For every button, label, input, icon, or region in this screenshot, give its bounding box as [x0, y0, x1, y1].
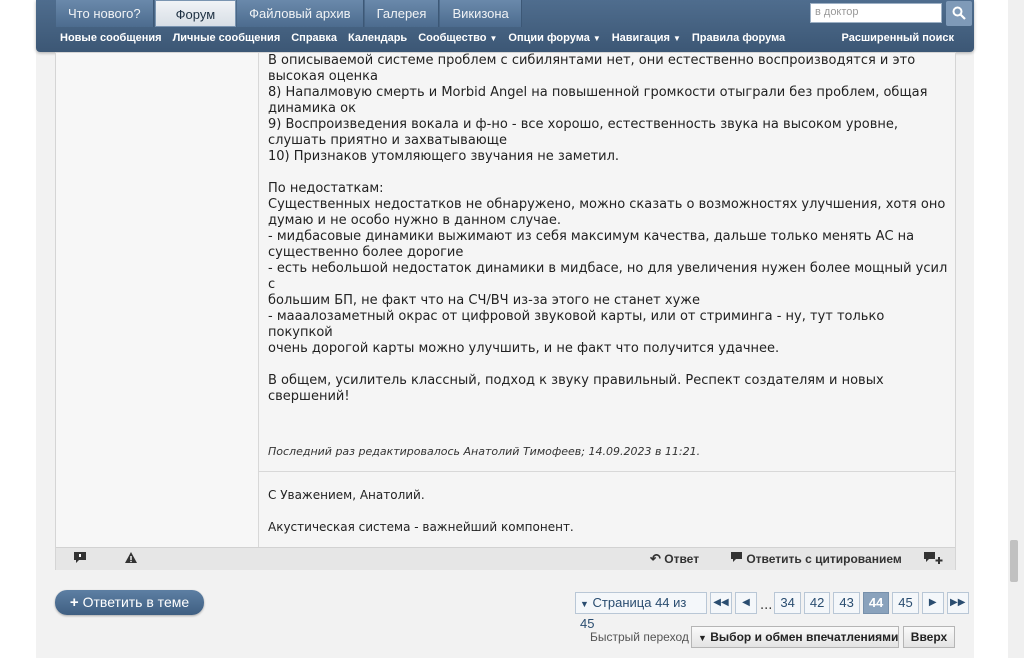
signature-line: С Уважением, Анатолий. [268, 488, 425, 502]
sub-navigation [60, 32, 796, 44]
subnav-community-label: Сообщество [418, 32, 487, 44]
tab-file-archive[interactable]: Файловый архив [237, 0, 363, 27]
post [55, 52, 956, 570]
caret-down-icon: ▼ [698, 633, 707, 643]
signature [268, 487, 574, 535]
post-footer [56, 547, 955, 570]
tab-whats-new[interactable]: Что нового? [56, 0, 154, 27]
post-line [268, 357, 950, 373]
post-line: свершений! [268, 389, 350, 404]
signature-line [268, 503, 574, 519]
reply-to-thread-label: Ответить в теме [82, 594, 190, 610]
post-line: очень дорогой карты можно улучшить, и не факт что получится удачнее. [268, 341, 780, 356]
pagination [575, 592, 972, 631]
page-link[interactable]: 45 [892, 592, 918, 614]
reply-button[interactable] [650, 551, 699, 567]
subnav-forum-options-label: Опции форума [508, 32, 590, 44]
navbar [36, 0, 974, 52]
post-line: - есть небольшой недостаток динамики в мидбасе, но для увеличения нужен более мощный усил с [268, 261, 948, 292]
page-selector[interactable] [575, 592, 707, 631]
post-user-sidebar [56, 53, 259, 547]
post-line: Существенных недостатков не обнаружено, можно сказать о возможностях улучшения, хотя оно [268, 197, 946, 212]
subnav-forum-options[interactable] [508, 32, 600, 44]
comment-icon[interactable] [73, 551, 87, 567]
subnav-new-posts[interactable]: Новые сообщения [60, 32, 162, 44]
left-arrow-icon: ◀ [742, 597, 750, 608]
post-line: 10) Признаков утомляющего звучания не заметил. [268, 149, 620, 164]
tab-forum[interactable]: Форум [155, 0, 237, 27]
subnav-calendar[interactable]: Календарь [348, 32, 408, 44]
post-line: По недостаткам: [268, 181, 384, 196]
subnav-forum-rules[interactable]: Правила форума [691, 32, 786, 44]
signature-divider [258, 471, 955, 472]
post-line: - мааалозаметный окрас от цифровой звуковой карты, или от стриминга - ну, тут только покупкой [268, 309, 885, 340]
last-page-button[interactable] [947, 592, 969, 614]
post-line: - мидбасовые динамики выжимают из себя максимум качества, дальше только менять АС на [268, 229, 915, 244]
advanced-search-link[interactable]: Расширенный поиск [841, 32, 954, 44]
subnav-community[interactable] [418, 32, 497, 44]
caret-down-icon: ▼ [672, 34, 681, 43]
report-warning-icon[interactable] [124, 551, 138, 567]
page-margin-right [974, 0, 1008, 658]
subnav-help[interactable]: Справка [291, 32, 338, 44]
quick-jump-select[interactable] [691, 626, 899, 648]
double-left-arrow-icon: ◀◀ [713, 597, 729, 608]
caret-down-icon: ▼ [580, 599, 589, 609]
scrollbar-thumb[interactable] [1010, 540, 1018, 582]
post-line: думаю и не особо нужно в данном случае. [268, 213, 561, 228]
reply-arrow-icon: ↶ [650, 551, 661, 566]
quote-reply-button[interactable] [730, 551, 902, 566]
signature-line: Акустическая система - важнейший компонент. [268, 520, 574, 534]
quick-jump-label: Быстрый переход [590, 630, 689, 644]
scroll-top-button[interactable]: Вверх [903, 626, 955, 648]
reply-label: Ответ [664, 552, 700, 566]
current-page: 44 [863, 592, 889, 614]
caret-down-icon: ▼ [489, 34, 498, 43]
first-page-button[interactable] [710, 592, 732, 614]
subnav-navigation[interactable] [612, 32, 681, 44]
search-input[interactable]: в доктор [810, 3, 942, 23]
quote-reply-label: Ответить с цитированием [746, 552, 902, 566]
top-tabs [56, 0, 523, 27]
post-line [268, 165, 950, 181]
reply-to-thread-button[interactable] [55, 590, 204, 615]
post-line: В общем, усилитель классный, подход к звуку правильный. Респект создателям и новых [268, 373, 884, 388]
page-margin-left [0, 0, 36, 658]
page-link[interactable]: 42 [804, 592, 830, 614]
multi-quote-icon[interactable] [923, 551, 943, 568]
search-button[interactable] [946, 1, 972, 26]
next-page-button[interactable] [922, 592, 944, 614]
post-body [268, 53, 950, 405]
post-line: слушать приятно и захватывающе [268, 133, 507, 148]
post-line: динамика ок [268, 101, 356, 116]
subnav-private-messages[interactable]: Личные сообщения [172, 32, 281, 44]
right-arrow-icon: ▶ [928, 597, 937, 608]
search-icon [952, 6, 966, 20]
page-link[interactable]: 34 [774, 592, 800, 614]
post-line: существенно более дорогие [268, 245, 464, 260]
subnav-navigation-label: Навигация [611, 32, 670, 44]
quick-jump-value: Выбор и обмен впечатлениями [710, 630, 899, 644]
post-line: большим БП, не факт что на СЧ/ВЧ из-за этого не станет хуже [268, 293, 700, 308]
tab-gallery[interactable]: Галерея [365, 0, 440, 27]
pagination-ellipsis: ... [760, 598, 773, 613]
post-line: высокая оценка [268, 69, 378, 84]
prev-page-button[interactable] [735, 592, 757, 614]
post-line: 8) Напалмовую смерть и Morbid Angel на повышенной громкости отыграли без проблем, общая [268, 85, 928, 100]
plus-icon: + [69, 594, 79, 611]
double-right-arrow-icon: ▶▶ [950, 597, 966, 608]
edited-note: Последний раз редактировалось Анатолий Тимофеев; 14.09.2023 в 11:21. [268, 445, 701, 458]
post-line: В описываемой системе проблем с сибилянтами нет, они естественно воспроизводятся и это [268, 53, 916, 68]
quote-icon [730, 552, 746, 566]
page-link[interactable]: 43 [833, 592, 859, 614]
tab-wikizone[interactable]: Викизона [440, 0, 521, 27]
page-selector-label: Страница 44 из 45 [580, 595, 687, 631]
post-line: 9) Воспроизведения вокала и ф-но - все хорошо, естественность звука на высоком уровне, [268, 117, 898, 132]
caret-down-icon: ▼ [592, 34, 601, 43]
